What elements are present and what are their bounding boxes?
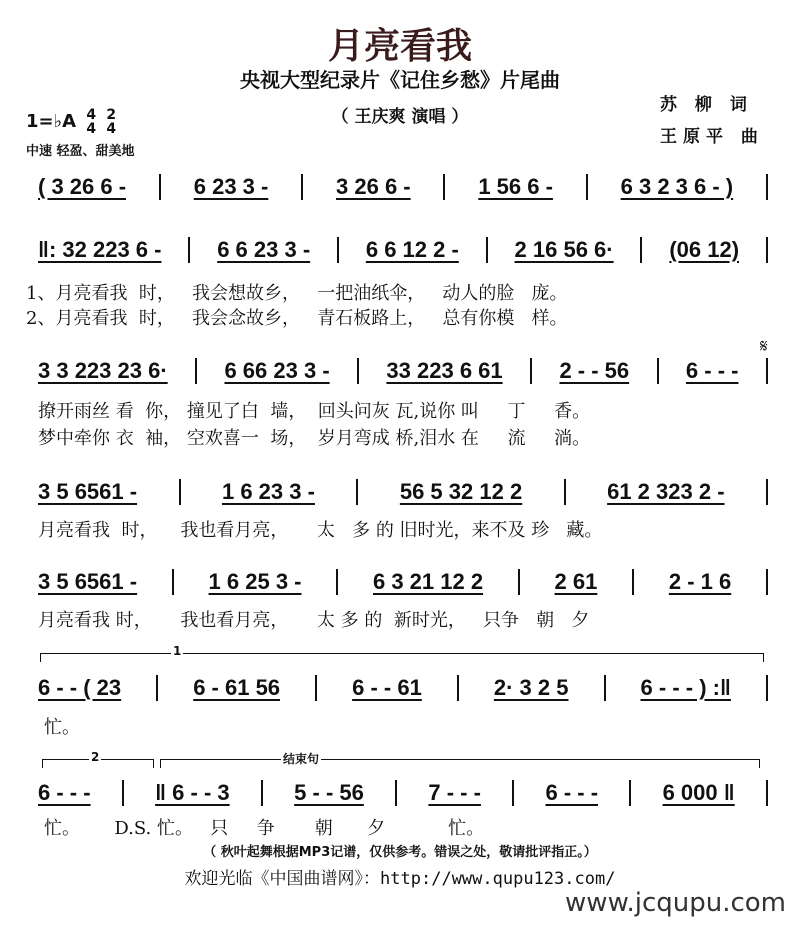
site-link[interactable]: 欢迎光临《中国曲谱网》：http://www.qupu123.com/ xyxy=(184,869,616,889)
barline xyxy=(604,675,606,701)
notation-row xyxy=(38,780,768,806)
measure: 5 - - 56 xyxy=(294,780,364,805)
den: 4 xyxy=(86,121,97,137)
barline xyxy=(301,174,303,200)
measure: 6 23 3 - xyxy=(193,174,269,199)
barline xyxy=(512,780,514,806)
measure: 2 - 1 6 xyxy=(668,569,732,594)
lyric-line: 撩开雨丝 看 你， 撞见了白 墙， 回头问灰 瓦,说你 叫 丁 香。 xyxy=(38,401,591,422)
measure: 61 2 323 2 - xyxy=(607,479,725,504)
measure: 3 5 6561 - xyxy=(38,569,138,594)
measure: 6 - - - xyxy=(545,780,599,805)
barline xyxy=(457,675,459,701)
barline xyxy=(486,237,488,263)
volta-2 xyxy=(42,750,154,768)
barline xyxy=(564,479,566,505)
barline xyxy=(766,569,768,595)
barline xyxy=(766,675,768,701)
num: 4 xyxy=(86,107,97,123)
measure: 6 - - ( 23 xyxy=(38,675,122,700)
barline xyxy=(766,237,768,263)
measure: 33 223 6 61 xyxy=(386,358,503,383)
measure: 2· 3 2 5 xyxy=(493,675,569,700)
measure: 6 - - - xyxy=(38,780,91,805)
barline xyxy=(586,174,588,200)
lyric-line: 月亮看我 时， 我也看月亮， 太 多 的 旧时光，来不及 珍 藏。 xyxy=(38,520,603,541)
time-signature-2 xyxy=(106,108,116,136)
measure: 2 61 xyxy=(554,569,598,594)
barline xyxy=(179,479,181,505)
notation-row xyxy=(38,479,768,505)
lyric-line: 忙。 D.S. 忙。 只 争 朝 夕 忙。 xyxy=(44,818,485,839)
ending-label: 结束句 xyxy=(283,752,320,766)
barline xyxy=(530,358,532,384)
barline xyxy=(657,358,659,384)
lyric-line: 1、月亮看我 时， 我会想故乡， 一把油纸伞， 动人的脸 庞。 xyxy=(26,283,568,304)
barline xyxy=(357,358,359,384)
barline xyxy=(443,174,445,200)
barline xyxy=(336,569,338,595)
barline xyxy=(395,780,397,806)
measure: 6 000 ‖ xyxy=(662,780,735,805)
volta-1 xyxy=(40,644,764,662)
singer: （ 王庆爽 演唱 ） xyxy=(331,107,469,127)
volta-label: 1 xyxy=(173,644,182,658)
volta-label: 2 xyxy=(91,750,100,764)
measure: (06 12) xyxy=(669,237,740,262)
lyric-line: 忙。 xyxy=(44,717,80,738)
time-signature-1 xyxy=(86,108,96,136)
measure: ( 3 26 6 - xyxy=(38,174,127,199)
watermark: www.jcqupu.com xyxy=(565,888,786,918)
ending-bracket xyxy=(160,752,760,768)
den: 4 xyxy=(106,121,117,137)
barline xyxy=(195,358,197,384)
barline xyxy=(315,675,317,701)
barline xyxy=(518,569,520,595)
barline xyxy=(159,174,161,200)
barline xyxy=(156,675,158,701)
lyric-line: 2、月亮看我 时， 我会念故乡， 青石板路上， 总有你模 样。 xyxy=(26,308,568,329)
measure: 6 - - - ) :‖ xyxy=(640,675,731,700)
notation-row xyxy=(38,174,768,200)
transcriber-note: （ 秋叶起舞根据MP3记谱，仅供参考。错误之处，敬请批评指正。） xyxy=(203,845,597,860)
barline xyxy=(188,237,190,263)
measure: 3 3 223 23 6· xyxy=(38,358,168,383)
measure: 1 6 25 3 - xyxy=(208,569,302,594)
notation-row xyxy=(38,358,768,384)
measure: 6 - - - xyxy=(685,358,739,383)
key-signature xyxy=(26,108,116,136)
song-title: 月亮看我 xyxy=(327,26,472,67)
measure: 1 56 6 - xyxy=(478,174,553,199)
measure: 7 - - - xyxy=(428,780,481,805)
barline xyxy=(337,237,339,263)
barline xyxy=(766,780,768,806)
barline xyxy=(766,174,768,200)
barline xyxy=(766,479,768,505)
barline xyxy=(632,569,634,595)
num: 2 xyxy=(106,107,117,123)
measure: 6 3 2 3 6 - ) xyxy=(620,174,734,199)
notation-row xyxy=(38,675,768,701)
measure: 2 16 56 6· xyxy=(514,237,614,262)
barline xyxy=(172,569,174,595)
measure: 6 6 23 3 - xyxy=(217,237,311,262)
lyricist: 苏 柳 词 xyxy=(660,95,753,115)
measure: ‖ 6 - - 3 xyxy=(155,780,230,805)
barline xyxy=(122,780,124,806)
barline xyxy=(766,358,768,384)
measure: 6 66 23 3 - xyxy=(224,358,330,383)
barline xyxy=(629,780,631,806)
measure: ‖: 32 223 6 - xyxy=(38,237,162,262)
notation-row xyxy=(38,237,768,263)
key: 1=♭A xyxy=(26,111,77,132)
composer: 王原平 曲 xyxy=(660,127,764,147)
measure: 6 - 61 56 xyxy=(193,675,281,700)
barline xyxy=(640,237,642,263)
measure: 56 5 32 12 2 xyxy=(399,479,523,504)
measure: 3 26 6 - xyxy=(336,174,411,199)
lyric-line: 月亮看我 时， 我也看月亮， 太 多 的 新时光， 只争 朝 夕 xyxy=(38,610,590,631)
measure: 6 6 12 2 - xyxy=(365,237,459,262)
measure: 2 - - 56 xyxy=(559,358,630,383)
tempo-marking: 中速 轻盈、甜美地 xyxy=(26,144,135,159)
lyric-line: 梦中牵你 衣 袖， 空欢喜一 场， 岁月弯成 桥,泪水 在 流 淌。 xyxy=(38,428,591,449)
measure: 6 - - 61 xyxy=(352,675,422,700)
barline xyxy=(261,780,263,806)
barline xyxy=(356,479,358,505)
measure: 3 5 6561 - xyxy=(38,479,138,504)
notation-row xyxy=(38,569,768,595)
segno-icon: 𝄋 xyxy=(760,336,768,357)
measure: 6 3 21 12 2 xyxy=(372,569,484,594)
subtitle: 央视大型纪录片《记住乡愁》片尾曲 xyxy=(240,68,560,92)
measure: 1 6 23 3 - xyxy=(221,479,315,504)
